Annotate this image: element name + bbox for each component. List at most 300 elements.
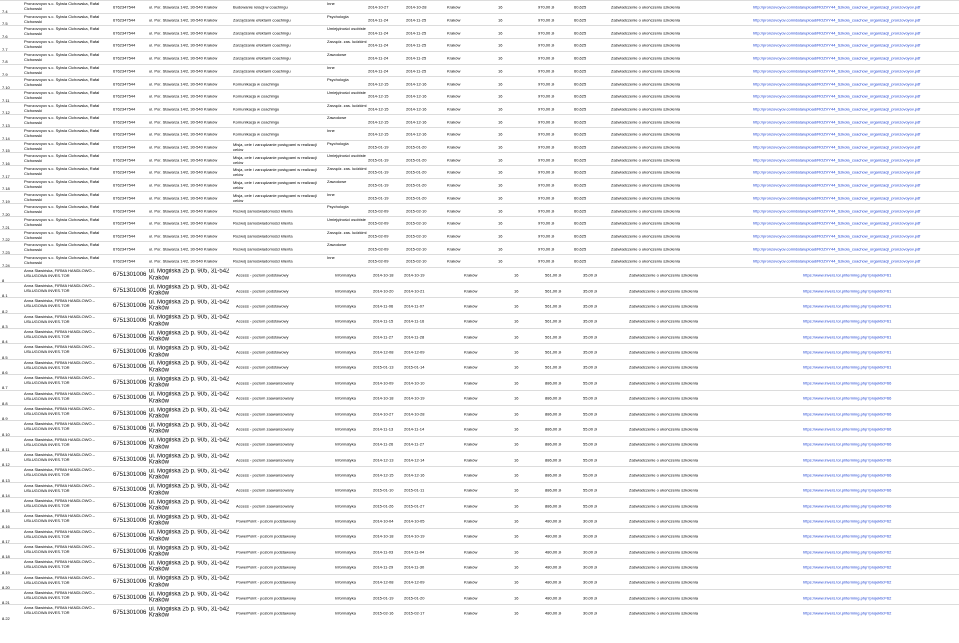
- table-row: [0, 25, 959, 39]
- hourly-rate: 55,00 zł: [583, 472, 598, 478]
- offer-link[interactable]: https://www.invers.tor.pl/terming.php?projektid=62: [803, 579, 892, 585]
- table-row: [0, 38, 959, 52]
- training-topic: Access - poziom podstawowy: [236, 288, 289, 294]
- price: 886,00 zł: [545, 503, 562, 509]
- address: ul. Mogilska 25 p. 905, 31-542 Kraków: [149, 468, 230, 481]
- end-date: 2015-01-20: [406, 144, 427, 150]
- certificate: Zaświadczenie o ukończeniu szkolenia: [629, 272, 698, 278]
- row-id: 8.22: [2, 615, 10, 621]
- offer-link[interactable]: http://pronzovoyov.com/data/upload/ROZVY44_Szkola_coachow_organizacji_pronzovoyov.pdf: [753, 169, 921, 175]
- organization-name: Pronzovoyov s.c. Sylwia Cichowska, Rafał Cichowski: [24, 26, 100, 37]
- table-row: [0, 604, 959, 620]
- offer-link[interactable]: https://www.invers.tor.pl/terming.php?projektid=62: [803, 610, 892, 616]
- table-row: [0, 241, 959, 255]
- organization-name: Anna Sławińska, FIRMA HANDLOWO – USŁUGOWA INVES.TOR: [24, 375, 95, 386]
- offer-link[interactable]: https://www.invers.tor.pl/terming.php?projektid=61: [803, 272, 892, 278]
- organization-name: Pronzovoyov s.c. Sylwia Cichowska, Rafał Cichowski: [24, 115, 100, 126]
- start-date: 2014-11-03: [373, 549, 394, 555]
- hourly-rate: 35,00 zł: [583, 334, 598, 340]
- row-id: 8.5: [2, 354, 8, 360]
- tax-id: 6751301006: [113, 394, 147, 401]
- price: 970,00 zł: [538, 17, 555, 23]
- training-topic: Zarządzanie efektami coachingu: [233, 55, 291, 61]
- certificate: Zaświadczenie o ukończeniu szkolenia: [629, 564, 698, 570]
- training-topic: Rozwój samoświadomości klienta: [233, 220, 293, 226]
- offer-link[interactable]: https://www.invers.tor.pl/terming.php?projektid=61: [803, 318, 892, 324]
- offer-link[interactable]: http://pronzovoyov.com/data/upload/ROZVY44_Szkola_coachow_organizacji_pronzovoyov.pdf: [753, 258, 921, 264]
- certificate: Zaświadczenie o ukończeniu szkolenia: [611, 144, 680, 150]
- table-row: [0, 297, 959, 313]
- certificate: Zaświadczenie o ukończeniu szkolenia: [611, 246, 680, 252]
- city: Kraków: [464, 472, 478, 478]
- training-topic: Access - poziom podstawowy: [236, 303, 289, 309]
- certificate: Zaświadczenie o ukończeniu szkolenia: [629, 610, 698, 616]
- offer-link[interactable]: http://pronzovoyov.com/data/upload/ROZVY44_Szkola_coachow_organizacji_pronzovoyov.pdf: [753, 246, 921, 252]
- hours: 16: [514, 334, 519, 340]
- table-row: [0, 127, 959, 141]
- row-id: 8.16: [2, 523, 10, 529]
- row-id: 8.21: [2, 600, 10, 606]
- offer-link[interactable]: https://www.invers.tor.pl/terming.php?projektid=66: [803, 441, 892, 447]
- organization-name: Pronzovoyov s.c. Sylwia Cichowska, Rafał Cichowski: [24, 166, 100, 177]
- address: ul. Por. Stawarza 14/2, 30-540 Kraków: [149, 220, 218, 226]
- address: ul. Por. Stawarza 14/2, 30-540 Kraków: [149, 106, 218, 112]
- tax-id: 6751301006: [113, 333, 147, 340]
- start-date: 2014-10-04: [373, 518, 394, 524]
- offer-link[interactable]: https://www.invers.tor.pl/terming.php?projektid=66: [803, 487, 892, 493]
- tax-id: 6751301006: [113, 425, 147, 432]
- table-row: [0, 282, 959, 298]
- training-area: Psychologia: [327, 204, 349, 210]
- training-topic: Access - poziom podstawowy: [236, 318, 289, 324]
- training-topic: Access - poziom podstawowy: [236, 349, 289, 355]
- organization-name: Anna Sławińska, FIRMA HANDLOWO – USŁUGOWA INVES.TOR: [24, 436, 95, 447]
- organization-name: Anna Sławińska, FIRMA HANDLOWO – USŁUGOWA INVES.TOR: [24, 590, 95, 601]
- organization-name: Pronzovoyov s.c. Sylwia Cichowska, Rafał Cichowski: [24, 13, 100, 24]
- price: 970,00 zł: [538, 93, 555, 99]
- address: ul. Mogilska 25 p. 905, 31-542 Kraków: [149, 560, 230, 574]
- organization-name: Pronzovoyov s.c. Sylwia Cichowska, Rafał Cichowski: [24, 1, 100, 11]
- table-row: [0, 543, 959, 559]
- start-date: 2015-01-13: [373, 364, 394, 370]
- offer-link[interactable]: http://pronzovoyov.com/data/upload/ROZVY44_Szkola_coachow_organizacji_pronzovoyov.pdf: [753, 233, 921, 239]
- offer-link[interactable]: https://www.invers.tor.pl/terming.php?projektid=61: [803, 349, 892, 355]
- price: 561,00 zł: [545, 303, 562, 309]
- start-date: 2015-02-16: [373, 610, 394, 616]
- start-date: 2014-10-18: [373, 533, 394, 539]
- offer-link[interactable]: https://www.invers.tor.pl/terming.php?projektid=66: [803, 457, 892, 463]
- offer-link[interactable]: http://pronzovoyov.com/data/upload/ROZVY44_Szkola_coachow_organizacji_pronzovoyov.pdf: [753, 55, 921, 61]
- offer-link[interactable]: http://pronzovoyov.com/data/upload/ROZVY44_Szkola_coachow_organizacji_pronzovoyov.pdf: [753, 119, 921, 125]
- end-date: 2015-02-10: [406, 220, 427, 226]
- table-row: [0, 512, 959, 528]
- certificate: Zaświadczenie o ukończeniu szkolenia: [629, 472, 698, 478]
- end-date: 2014-11-25: [406, 42, 427, 48]
- city: Kraków: [447, 157, 461, 163]
- start-date: 2014-11-13: [373, 426, 394, 432]
- city: Kraków: [464, 364, 478, 370]
- table-row: [0, 216, 959, 230]
- hourly-rate: 35,00 zł: [583, 364, 598, 370]
- end-date: 2015-01-20: [404, 595, 425, 601]
- offer-link[interactable]: https://www.invers.tor.pl/terming.php?projektid=61: [803, 288, 892, 294]
- tax-id: 6751301006: [113, 441, 147, 448]
- price: 886,00 zł: [545, 457, 562, 463]
- price: 561,00 zł: [545, 288, 562, 294]
- organization-name: Pronzovoyov s.c. Sylwia Cichowska, Rafał Cichowski: [24, 128, 100, 138]
- hours: 16: [498, 195, 503, 201]
- hourly-rate: 55,00 zł: [583, 380, 598, 386]
- offer-link[interactable]: https://www.invers.tor.pl/terming.php?projektid=62: [803, 595, 892, 601]
- organization-name: Anna Sławińska, FIRMA HANDLOWO – USŁUGOWA INVES.TOR: [24, 298, 95, 309]
- row-id: 7.24: [2, 262, 10, 268]
- price: 970,00 zł: [538, 106, 555, 112]
- tax-id: 6762347544: [113, 246, 136, 252]
- start-date: 2015-02-09: [368, 233, 389, 239]
- hourly-rate: 60,625: [574, 119, 587, 125]
- table-row: [0, 313, 959, 329]
- training-topic: Misja, cele i zarządzanie postępami w realizacji celów: [233, 154, 317, 165]
- offer-link[interactable]: http://pronzovoyov.com/data/upload/ROZVY44_Szkola_coachow_organizacji_pronzovoyov.pdf: [753, 182, 921, 188]
- tax-id: 6762347544: [113, 208, 136, 214]
- city: Kraków: [447, 208, 461, 214]
- offer-link[interactable]: http://pronzovoyov.com/data/upload/ROZVY44_Szkola_coachow_organizacji_pronzovoyov.pdf: [753, 17, 921, 23]
- address: ul. Por. Stawarza 14/2, 30-540 Kraków: [149, 55, 218, 61]
- hours: 16: [514, 426, 519, 432]
- hours: 16: [498, 30, 503, 36]
- start-date: 2014-10-20: [373, 288, 394, 294]
- offer-link[interactable]: http://pronzovoyov.com/data/upload/ROZVY44_Szkola_coachow_organizacji_pronzovoyov.pdf: [753, 208, 921, 214]
- tax-id: 6762347544: [113, 4, 136, 10]
- hourly-rate: 60,625: [574, 233, 587, 239]
- training-area: Informatyka: [335, 349, 356, 355]
- training-topic: Access - poziom zaawansowany: [236, 487, 294, 493]
- address: ul. Por. Stawarza 14/2, 30-540 Kraków: [149, 208, 218, 214]
- training-area: Informatyka: [335, 457, 356, 463]
- training-topic: Rozwój samoświadomości klienta: [233, 258, 293, 264]
- offer-link[interactable]: http://pronzovoyov.com/data/upload/ROZVY44_Szkola_coachow_organizacji_pronzovoyov.pdf: [753, 30, 921, 36]
- hours: 16: [498, 42, 503, 48]
- offer-link[interactable]: https://www.invers.tor.pl/terming.php?projektid=61: [803, 334, 892, 340]
- city: Kraków: [464, 426, 478, 432]
- offer-link[interactable]: http://pronzovoyov.com/data/upload/ROZVY44_Szkola_coachow_organizacji_pronzovoyov.pdf: [753, 106, 921, 112]
- training-topic: Komunikacja w coachingu: [233, 106, 280, 112]
- organization-name: Pronzovoyov s.c. Sylwia Cichowska, Rafał Cichowski: [24, 255, 100, 265]
- hours: 16: [498, 157, 503, 163]
- row-id: 8.6: [2, 370, 8, 376]
- hours: 16: [514, 288, 519, 294]
- offer-link[interactable]: https://www.invers.tor.pl/terming.php?projektid=62: [803, 564, 892, 570]
- offer-link[interactable]: http://pronzovoyov.com/data/upload/ROZVY44_Szkola_coachow_organizacji_pronzovoyov.pdf: [753, 4, 921, 10]
- start-date: 2014-12-13: [373, 457, 394, 463]
- organization-name: Pronzovoyov s.c. Sylwia Cichowska, Rafał Cichowski: [24, 204, 100, 215]
- table-row: [0, 497, 959, 513]
- training-topic: Zarządzanie efektami coachingu: [233, 30, 291, 36]
- hourly-rate: 30,00 zł: [583, 595, 598, 601]
- end-date: 2014-11-07: [404, 303, 425, 309]
- offer-link[interactable]: http://pronzovoyov.com/data/upload/ROZVY44_Szkola_coachow_organizacji_pronzovoyov.pdf: [753, 195, 921, 201]
- city: Kraków: [447, 131, 461, 137]
- training-area: Informatyka: [335, 334, 356, 340]
- training-topic: Misja, cele i zarządzanie postępami w realizacji celów: [233, 142, 317, 153]
- city: Kraków: [447, 55, 461, 61]
- offer-link[interactable]: http://pronzovoyov.com/data/upload/ROZVY44_Szkola_coachow_organizacji_pronzovoyov.pdf: [753, 93, 921, 99]
- organization-name: Pronzovoyov s.c. Sylwia Cichowska, Rafał Cichowski: [24, 191, 100, 202]
- address: ul. Por. Stawarza 14/2, 30-540 Kraków: [149, 17, 218, 23]
- hours: 16: [498, 220, 503, 226]
- city: Kraków: [447, 30, 461, 36]
- city: Kraków: [447, 233, 461, 239]
- start-date: 2014-11-26: [373, 441, 394, 447]
- tax-id: 6762347544: [113, 169, 136, 175]
- offer-link[interactable]: https://www.invers.tor.pl/terming.php?projektid=66: [803, 472, 892, 478]
- offer-link[interactable]: https://www.invers.tor.pl/terming.php?projektid=66: [803, 503, 892, 509]
- start-date: 2014-11-27: [373, 334, 394, 340]
- end-date: 2014-12-16: [406, 131, 427, 137]
- row-id: 8.12: [2, 462, 10, 468]
- certificate: Zaświadczenie o ukończeniu szkolenia: [611, 157, 680, 163]
- tax-id: 6762347544: [113, 157, 136, 163]
- row-id: 7.23: [2, 249, 10, 255]
- organization-name: Anna Sławińska, FIRMA HANDLOWO – USŁUGOWA INVES.TOR: [24, 497, 95, 508]
- certificate: Zaświadczenie o ukończeniu szkolenia: [629, 518, 698, 524]
- training-area: Informatyka: [335, 441, 356, 447]
- tax-id: 6762347544: [113, 144, 136, 150]
- offer-link[interactable]: https://www.invers.tor.pl/terming.php?projektid=66: [803, 395, 892, 401]
- offer-link[interactable]: https://www.invers.tor.pl/terming.php?projektid=62: [803, 549, 892, 555]
- offer-link[interactable]: https://www.invers.tor.pl/terming.php?projektid=62: [803, 518, 892, 524]
- training-area: Zarządz. zas. ludzkimi: [327, 229, 367, 235]
- start-date: 2015-02-09: [368, 220, 389, 226]
- row-id: 7.14: [2, 135, 10, 141]
- table-row: [0, 178, 959, 192]
- training-topic: Rozwój samoświadomości klienta: [233, 208, 293, 214]
- training-topic: Rozwój samoświadomości klienta: [233, 233, 293, 239]
- start-date: 2015-02-09: [368, 208, 389, 214]
- certificate: Zaświadczenie o ukończeniu szkolenia: [611, 42, 680, 48]
- offer-link[interactable]: https://www.invers.tor.pl/terming.php?projektid=61: [803, 364, 892, 370]
- organization-name: Pronzovoyov s.c. Sylwia Cichowska, Rafał Cichowski: [24, 51, 100, 62]
- hourly-rate: 60,625: [574, 55, 587, 61]
- row-id: 7.7: [2, 46, 8, 52]
- training-area: Informatyka: [335, 610, 356, 616]
- offer-link[interactable]: https://www.invers.tor.pl/terming.php?projektid=62: [803, 533, 892, 539]
- hours: 16: [514, 441, 519, 447]
- hours: 16: [514, 395, 519, 401]
- tax-id: 6762347544: [113, 106, 136, 112]
- address: ul. Mogilska 25 p. 905, 31-542 Kraków: [149, 437, 230, 451]
- tax-id: 6751301006: [113, 348, 147, 355]
- hours: 16: [498, 68, 503, 74]
- hours: 16: [514, 272, 519, 278]
- offer-link[interactable]: http://pronzovoyov.com/data/upload/ROZVY44_Szkola_coachow_organizacji_pronzovoyov.pdf: [753, 68, 921, 74]
- training-area: Inne: [327, 1, 335, 6]
- certificate: Zaświadczenie o ukończeniu szkolenia: [611, 195, 680, 201]
- offer-link[interactable]: http://pronzovoyov.com/data/upload/ROZVY44_Szkola_coachow_organizacji_pronzovoyov.pdf: [753, 220, 921, 226]
- offer-link[interactable]: http://pronzovoyov.com/data/upload/ROZVY44_Szkola_coachow_organizacji_pronzovoyov.pdf: [753, 157, 921, 163]
- training-topic: Access - poziom zaawansowany: [236, 503, 294, 509]
- training-area: Informatyka: [335, 503, 356, 509]
- tax-id: 6751301006: [113, 379, 147, 386]
- address: ul. Mogilska 25 p. 905, 31-542 Kraków: [149, 407, 230, 420]
- organization-name: Anna Sławińska, FIRMA HANDLOWO – USŁUGOWA INVES.TOR: [24, 482, 95, 493]
- table-row: [0, 589, 959, 605]
- price: 561,00 zł: [545, 334, 562, 340]
- end-date: 2014-11-25: [406, 30, 427, 36]
- address: ul. Mogilska 25 p. 905, 31-542 Kraków: [149, 315, 230, 328]
- training-topic: Access - poziom podstawowy: [236, 364, 289, 370]
- training-topic: PowerPoint - poziom podstawowy: [236, 564, 297, 570]
- training-area: Psychologia: [327, 140, 349, 146]
- training-area: Zawodowe: [327, 115, 347, 121]
- price: 970,00 zł: [538, 81, 555, 87]
- hourly-rate: 55,00 zł: [583, 457, 598, 463]
- price: 970,00 zł: [538, 246, 555, 252]
- end-date: 2014-11-25: [406, 55, 427, 61]
- address: ul. Por. Stawarza 14/2, 30-540 Kraków: [149, 258, 218, 264]
- training-area: Zawodowe: [327, 51, 347, 57]
- training-topic: Access - poziom zaawansowany: [236, 441, 294, 447]
- table-row: [0, 152, 959, 166]
- hours: 16: [498, 233, 503, 239]
- address: ul. Mogilska 25 p. 905, 31-542 Kraków: [149, 483, 230, 497]
- hours: 16: [498, 131, 503, 137]
- city: Kraków: [464, 395, 478, 401]
- city: Kraków: [464, 457, 478, 463]
- price: 970,00 zł: [538, 131, 555, 137]
- end-date: 2014-11-14: [404, 426, 425, 432]
- row-id: 8.14: [2, 492, 10, 498]
- table-row: [0, 328, 959, 344]
- city: Kraków: [464, 579, 478, 585]
- row-id: 8.13: [2, 477, 10, 483]
- organization-name: Pronzovoyov s.c. Sylwia Cichowska, Rafał Cichowski: [24, 77, 100, 88]
- end-date: 2014-11-25: [406, 68, 427, 74]
- table-row: [0, 13, 959, 27]
- offer-link[interactable]: https://www.invers.tor.pl/terming.php?projektid=61: [803, 303, 892, 309]
- hourly-rate: 30,00 zł: [583, 549, 598, 555]
- training-area: Psychologia: [327, 13, 349, 19]
- table-row: [0, 64, 959, 78]
- row-id: 8.15: [2, 508, 10, 514]
- row-id: 7.13: [2, 122, 10, 128]
- training-area: Inne: [327, 255, 335, 260]
- address: ul. Mogilska 25 p. 905, 31-542 Kraków: [149, 529, 230, 543]
- end-date: 2015-01-20: [406, 169, 427, 175]
- row-id: 8.8: [2, 400, 8, 406]
- training-area: Informatyka: [335, 518, 356, 524]
- tax-id: 6762347544: [113, 220, 136, 226]
- organization-name: Anna Sławińska, FIRMA HANDLOWO – USŁUGOWA INVES.TOR: [24, 283, 95, 294]
- offer-link[interactable]: http://pronzovoyov.com/data/upload/ROZVY44_Szkola_coachow_organizacji_pronzovoyov.pdf: [753, 144, 921, 150]
- offer-link[interactable]: http://pronzovoyov.com/data/upload/ROZVY44_Szkola_coachow_organizacji_pronzovoyov.pdf: [753, 42, 921, 48]
- offer-link[interactable]: http://pronzovoyov.com/data/upload/ROZVY44_Szkola_coachow_organizacji_pronzovoyov.pdf: [753, 131, 921, 137]
- price: 480,00 zł: [545, 579, 562, 585]
- hourly-rate: 55,00 zł: [583, 441, 598, 447]
- training-area: Zarządz. zas. ludzkimi: [327, 166, 367, 172]
- address: ul. Mogilska 25 p. 905, 31-542 Kraków: [149, 514, 230, 527]
- table-row: [0, 140, 959, 154]
- tax-id: 6762347544: [113, 93, 136, 99]
- city: Kraków: [464, 487, 478, 493]
- offer-link[interactable]: https://www.invers.tor.pl/terming.php?projektid=66: [803, 426, 892, 432]
- tax-id: 6762347544: [113, 195, 136, 201]
- certificate: Zaświadczenie o ukończeniu szkolenia: [629, 533, 698, 539]
- training-topic: Zarządzanie efektami coachingu: [233, 17, 291, 23]
- tax-id: 6751301006: [113, 318, 147, 325]
- organization-name: Anna Sławińska, FIRMA HANDLOWO – USŁUGOWA INVES.TOR: [24, 344, 95, 355]
- offer-link[interactable]: https://www.invers.tor.pl/terming.php?projektid=66: [803, 411, 892, 417]
- table-row: [0, 558, 959, 574]
- offer-link[interactable]: https://www.invers.tor.pl/terming.php?projektid=66: [803, 380, 892, 386]
- address: ul. Por. Stawarza 14/2, 30-540 Kraków: [149, 169, 218, 175]
- price: 480,00 zł: [545, 518, 562, 524]
- training-topic: Access - poziom zaawansowany: [236, 395, 294, 401]
- city: Kraków: [447, 93, 461, 99]
- organization-name: Anna Sławińska, FIRMA HANDLOWO – USŁUGOWA INVES.TOR: [24, 267, 95, 278]
- start-date: 2015-01-19: [373, 595, 394, 601]
- certificate: Zaświadczenie o ukończeniu szkolenia: [629, 441, 698, 447]
- hours: 16: [514, 487, 519, 493]
- hours: 16: [514, 579, 519, 585]
- price: 970,00 zł: [538, 195, 555, 201]
- address: ul. Por. Stawarza 14/2, 30-540 Kraków: [149, 68, 218, 74]
- table-row: [0, 102, 959, 116]
- start-date: 2014-10-09: [373, 380, 394, 386]
- training-topic: Rozwój samoświadomości klienta: [233, 246, 293, 252]
- end-date: 2015-01-14: [404, 364, 425, 370]
- training-topic: Access - poziom zaawansowany: [236, 380, 294, 386]
- end-date: 2014-10-28: [404, 411, 425, 417]
- address: ul. Por. Stawarza 14/2, 30-540 Kraków: [149, 131, 218, 137]
- address: ul. Por. Stawarza 14/2, 30-540 Kraków: [149, 93, 218, 99]
- tax-id: 6751301006: [113, 594, 147, 601]
- end-date: 2014-11-25: [406, 17, 427, 23]
- city: Kraków: [464, 288, 478, 294]
- certificate: Zaświadczenie o ukończeniu szkolenia: [629, 318, 698, 324]
- hourly-rate: 60,625: [574, 144, 587, 150]
- city: Kraków: [464, 380, 478, 386]
- city: Kraków: [447, 246, 461, 252]
- city: Kraków: [447, 119, 461, 125]
- start-date: 2014-12-08: [373, 349, 394, 355]
- certificate: Zaświadczenie o ukończeniu szkolenia: [611, 4, 680, 10]
- price: 886,00 zł: [545, 411, 562, 417]
- city: Kraków: [447, 144, 461, 150]
- price: 970,00 zł: [538, 55, 555, 61]
- start-date: 2014-10-18: [373, 272, 394, 278]
- start-date: 2014-12-15: [368, 106, 389, 112]
- price: 970,00 zł: [538, 258, 555, 264]
- row-id: 7.9: [2, 72, 8, 78]
- price: 970,00 zł: [538, 182, 555, 188]
- price: 886,00 zł: [545, 395, 562, 401]
- table-row: [0, 254, 959, 268]
- tax-id: 6751301006: [113, 609, 147, 616]
- price: 886,00 zł: [545, 487, 562, 493]
- offer-link[interactable]: http://pronzovoyov.com/data/upload/ROZVY44_Szkola_coachow_organizacji_pronzovoyov.pdf: [753, 81, 921, 87]
- price: 970,00 zł: [538, 144, 555, 150]
- tax-id: 6751301006: [113, 563, 147, 570]
- tax-id: 6762347544: [113, 30, 136, 36]
- training-topic: Komunikacja w coachingu: [233, 119, 280, 125]
- tax-id: 6751301006: [113, 502, 147, 509]
- start-date: 2014-12-08: [373, 579, 394, 585]
- city: Kraków: [464, 503, 478, 509]
- hours: 16: [514, 380, 519, 386]
- hours: 16: [514, 457, 519, 463]
- training-topic: Zarządzanie efektami coachingu: [233, 42, 291, 48]
